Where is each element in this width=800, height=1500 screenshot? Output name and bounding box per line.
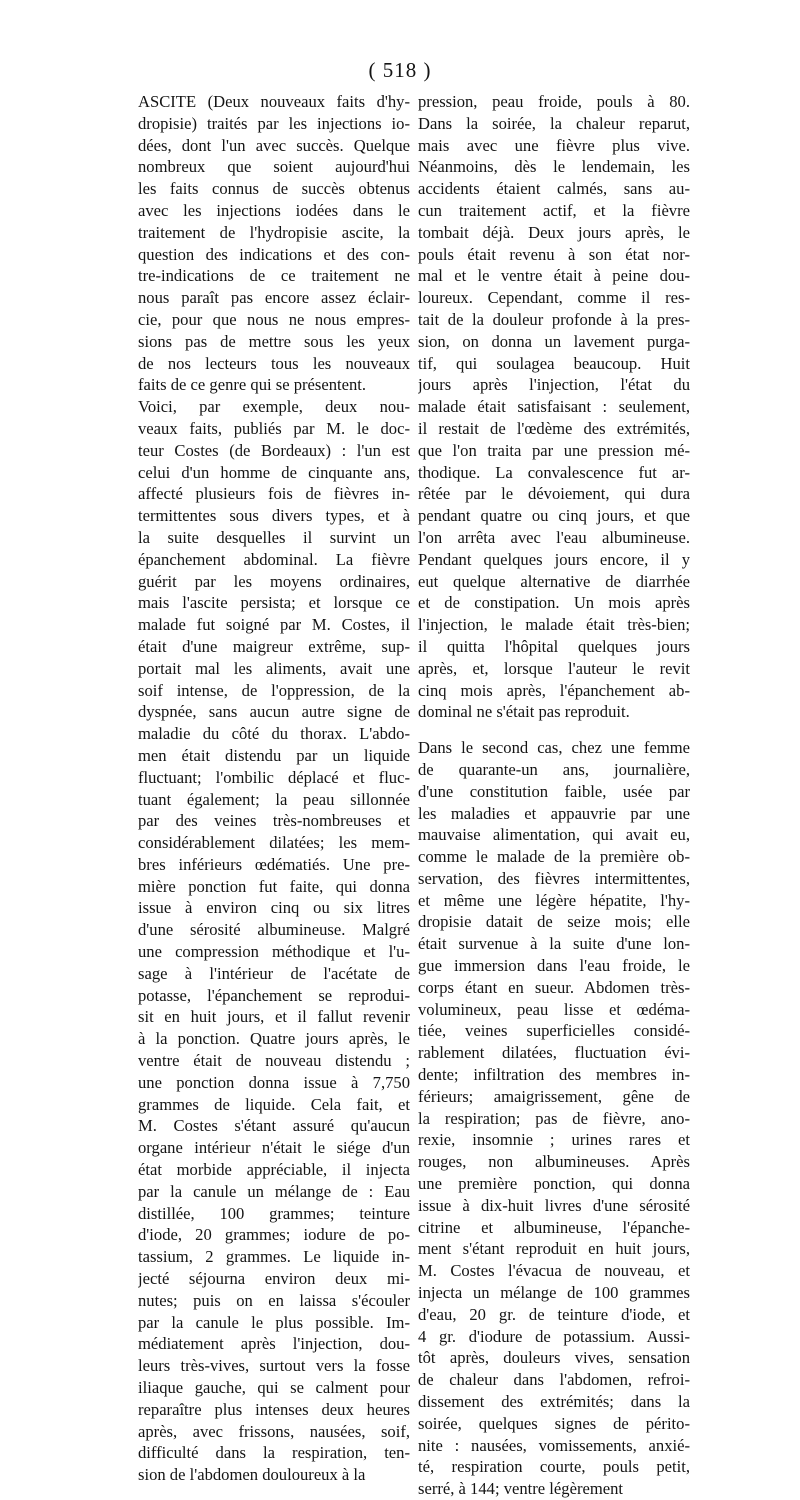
text-line: soif intense, de l'oppression, de la	[138, 680, 410, 700]
text-line: ment s'étant reproduit en huit jours,	[418, 1239, 690, 1259]
text-line: une compression méthodique et l'u-	[138, 942, 410, 962]
text-line: rouges, non albumineuses. Après	[418, 1152, 690, 1172]
text-line: les faits connus de succès obtenus	[138, 179, 410, 199]
text-line: fluctuant; l'ombilic déplacé et fluc-	[138, 767, 410, 787]
text-line: rablement dilatées, fluctuation évi-	[418, 1043, 690, 1063]
text-column-left	[138, 91, 410, 1486]
text-line: organe intérieur n'était le siége d'un	[138, 1138, 410, 1158]
text-line: nutes; puis on en laissa s'écouler	[138, 1290, 410, 1310]
text-line: servation, des fièvres intermittentes,	[418, 868, 690, 888]
text-line: tôt après, douleurs vives, sensation	[418, 1348, 690, 1368]
text-line: nombreux que soient aujourd'hui	[138, 157, 410, 177]
text-line: rêtée par le dévoiement, qui dura	[418, 484, 690, 504]
text-line: grammes de liquide. Cela fait, et	[138, 1094, 410, 1114]
text-line: tuant également; la peau sillonnée	[138, 789, 410, 809]
text-line: potasse, l'épanchement se reprodui-	[138, 985, 410, 1005]
text-line: tre-indications de ce traitement ne	[138, 266, 410, 286]
text-line: issue à dix-huit livres d'une sérosité	[418, 1195, 690, 1215]
text-line: la respiration; pas de fièvre, ano-	[418, 1108, 690, 1128]
text-line: une ponction donna issue à 7,750	[138, 1072, 410, 1092]
text-line: men était distendu par un liquide	[138, 745, 410, 765]
text-line: bres inférieurs œdématiés. Une pre-	[138, 854, 410, 874]
text-line: dente; infiltration des membres in-	[418, 1065, 690, 1085]
text-line: jours après l'injection, l'état du	[418, 375, 690, 395]
text-line: M. Costes l'évacua de nouveau, et	[418, 1261, 690, 1281]
text-line: cun traitement actif, et la fièvre	[418, 200, 690, 220]
text-line: férieurs; amaigrissement, gêne de	[418, 1086, 690, 1106]
text-line: affecté plusieurs fois de fièvres in-	[138, 484, 410, 504]
text-line: médiatement après l'injection, dou-	[138, 1334, 410, 1354]
text-line: traitement de l'hydropisie ascite, la	[138, 222, 410, 242]
text-line: injecta un mélange de 100 grammes	[418, 1283, 690, 1303]
text-line: leurs très-vives, surtout vers la fosse	[138, 1356, 410, 1376]
text-line: dominal ne s'était pas reproduit.	[418, 702, 630, 722]
text-line: pendant quatre ou cinq jours, et que	[418, 506, 690, 526]
text-line: jecté séjourna environ deux mi-	[138, 1269, 410, 1289]
text-line: tassium, 2 grammes. Le liquide in-	[138, 1247, 410, 1267]
text-line: maladie du côté du thorax. L'abdo-	[138, 724, 410, 744]
text-line: reparaître plus intenses deux heures	[138, 1399, 410, 1419]
text-line: mière ponction fut faite, qui donna	[138, 876, 410, 896]
text-line: par la canule un mélange de : Eau	[138, 1181, 410, 1201]
text-line: d'eau, 20 gr. de teinture d'iode, et	[418, 1304, 690, 1324]
text-line: citrine et albumineuse, l'épanche-	[418, 1217, 690, 1237]
text-line: soirée, quelques signes de périto-	[418, 1413, 690, 1433]
text-line: que l'on traita par une pression mé-	[418, 440, 690, 460]
text-line: cinq mois après, l'épanchement ab-	[418, 680, 690, 700]
text-line: épanchement abdominal. La fièvre	[138, 549, 410, 569]
text-line: thodique. La convalescence fut ar-	[418, 462, 690, 482]
text-line: de quarante-un ans, journalière,	[418, 759, 690, 779]
text-line: la suite desquelles il survint un	[138, 527, 410, 547]
text-line: difficulté dans la respiration, ten-	[138, 1443, 410, 1463]
text-line: tait de la douleur profonde à la pres-	[418, 309, 690, 329]
text-line: accidents étaient calmés, sans au-	[418, 179, 690, 199]
text-line: serré, à 144; ventre légèrement	[418, 1479, 624, 1499]
text-line: comme le malade de la première ob-	[418, 847, 690, 867]
text-line: et même une légère hépatite, l'hy-	[418, 890, 690, 910]
text-line: eut quelque alternative de diarrhée	[418, 571, 690, 591]
page-number: ( 518 )	[368, 58, 432, 82]
text-line: issue à environ cinq ou six litres	[138, 898, 410, 918]
text-line: une première ponction, qui donna	[418, 1174, 690, 1194]
text-line: dropisie) traités par les injections io-	[138, 113, 410, 133]
text-line: d'une sérosité albumineuse. Malgré	[138, 920, 410, 940]
text-line: mais l'ascite persista; et lorsque ce	[138, 593, 410, 613]
text-line: loureux. Cependant, comme il res-	[418, 288, 690, 308]
text-line: Néanmoins, dès le lendemain, les	[418, 157, 690, 177]
text-line: nite : nausées, vomissements, anxié-	[418, 1435, 690, 1455]
text-line: Dans la soirée, la chaleur reparut,	[418, 113, 690, 133]
text-line: par des veines très-nombreuses et	[138, 811, 410, 831]
text-line: teur Costes (de Bordeaux) : l'un est	[138, 440, 410, 460]
text-line: mauvaise alimentation, qui avait eu,	[418, 825, 690, 845]
text-line: état morbide appréciable, il injecta	[138, 1160, 410, 1180]
text-line: malade fut soigné par M. Costes, il	[138, 615, 410, 635]
text-line: gue immersion dans l'eau froide, le	[418, 956, 690, 976]
text-line: question des indications et des con-	[138, 244, 410, 264]
text-line: portait mal les aliments, avait une	[138, 658, 410, 678]
text-line: pression, peau froide, pouls à 80.	[418, 92, 690, 111]
text-line: ASCITE (Deux nouveaux faits d'hy-	[138, 92, 410, 111]
text-line: était d'une maigreur extrême, sup-	[138, 636, 410, 656]
text-line: ventre était de nouveau distendu ;	[138, 1051, 410, 1071]
text-line: il quitta l'hôpital quelques jours	[418, 636, 690, 656]
text-line: était survenue à la suite d'une lon-	[418, 934, 690, 954]
text-line: par la canule le plus possible. Im-	[138, 1312, 410, 1332]
text-line: dyspnée, sans aucun autre signe de	[138, 702, 410, 722]
text-line: l'injection, le malade était très-bien;	[418, 615, 690, 635]
text-line: 4 gr. d'iodure de potassium. Aussi-	[418, 1326, 690, 1346]
text-line: Dans le second cas, chez une femme	[418, 738, 690, 758]
text-line: tombait déjà. Deux jours après, le	[418, 222, 690, 242]
text-line: malade était satisfaisant : seulement,	[418, 397, 690, 417]
text-line: sit en huit jours, et il fallut revenir	[138, 1007, 410, 1027]
text-line: termittentes sous divers types, et à	[138, 506, 410, 526]
text-line: faits de ce genre qui se présentent.	[138, 375, 367, 395]
text-line: mal et le ventre était à peine dou-	[418, 266, 690, 286]
text-line: de chaleur dans l'abdomen, refroi-	[418, 1370, 690, 1390]
text-line: Voici, par exemple, deux nou-	[138, 397, 410, 417]
text-line: sion de l'abdomen douloureux à la	[138, 1465, 366, 1485]
text-line: té, respiration courte, pouls petit,	[418, 1457, 690, 1477]
text-line: de nos lecteurs tous les nouveaux	[138, 353, 410, 373]
text-line: iliaque gauche, qui se calment pour	[138, 1378, 410, 1398]
text-line: d'une constitution faible, usée par	[418, 781, 690, 801]
text-line: l'on arrêta avec l'eau albumineuse.	[418, 527, 690, 547]
text-line: pouls était revenu à son état nor-	[418, 244, 690, 264]
text-line: à la ponction. Quatre jours après, le	[138, 1029, 410, 1049]
text-line: distillée, 100 grammes; teinture	[138, 1203, 410, 1223]
text-line: sions pas de mettre sous les yeux	[138, 331, 410, 351]
text-line: volumineux, peau lisse et œdéma-	[418, 999, 690, 1019]
text-line: mais avec une fièvre plus vive.	[418, 135, 690, 155]
text-line: nous paraît pas encore assez éclair-	[138, 288, 410, 308]
text-line: rexie, insomnie ; urines rares et	[418, 1130, 690, 1150]
text-line: celui d'un homme de cinquante ans,	[138, 462, 410, 482]
text-line: dropisie datait de seize mois; elle	[418, 912, 690, 932]
text-line: dissement des extrémités; dans la	[418, 1392, 690, 1412]
text-line: après, et, lorsque l'auteur le revit	[418, 658, 690, 678]
text-line: guérit par les moyens ordinaires,	[138, 571, 410, 591]
text-line: corps étant en sueur. Abdomen très-	[418, 977, 690, 997]
text-line: veaux faits, publiés par M. le doc-	[138, 418, 410, 438]
text-line: dées, dont l'un avec succès. Quelque	[138, 135, 410, 155]
text-line: considérablement dilatées; les mem-	[138, 833, 410, 853]
text-line: M. Costes s'étant assuré qu'aucun	[138, 1116, 410, 1136]
text-column-right	[418, 91, 690, 1500]
text-line: avec les injections iodées dans le	[138, 200, 410, 220]
text-line: tiée, veines superficielles considé-	[418, 1021, 690, 1041]
text-line: sage à l'intérieur de l'acétate de	[138, 963, 410, 983]
text-line: il restait de l'œdème des extrémités,	[418, 418, 690, 438]
text-line: tif, qui soulagea beaucoup. Huit	[418, 353, 690, 373]
text-line: après, avec frissons, nausées, soif,	[138, 1421, 410, 1441]
text-line: sion, on donna un lavement purga-	[418, 331, 690, 351]
paragraph-gap	[418, 723, 690, 737]
text-line: cie, pour que nous ne nous empres-	[138, 309, 410, 329]
text-line: les maladies et appauvrie par une	[418, 803, 690, 823]
text-line: d'iode, 20 grammes; iodure de po-	[138, 1225, 410, 1245]
text-line: et de constipation. Un mois après	[418, 593, 690, 613]
text-line: Pendant quelques jours encore, il y	[418, 549, 690, 569]
